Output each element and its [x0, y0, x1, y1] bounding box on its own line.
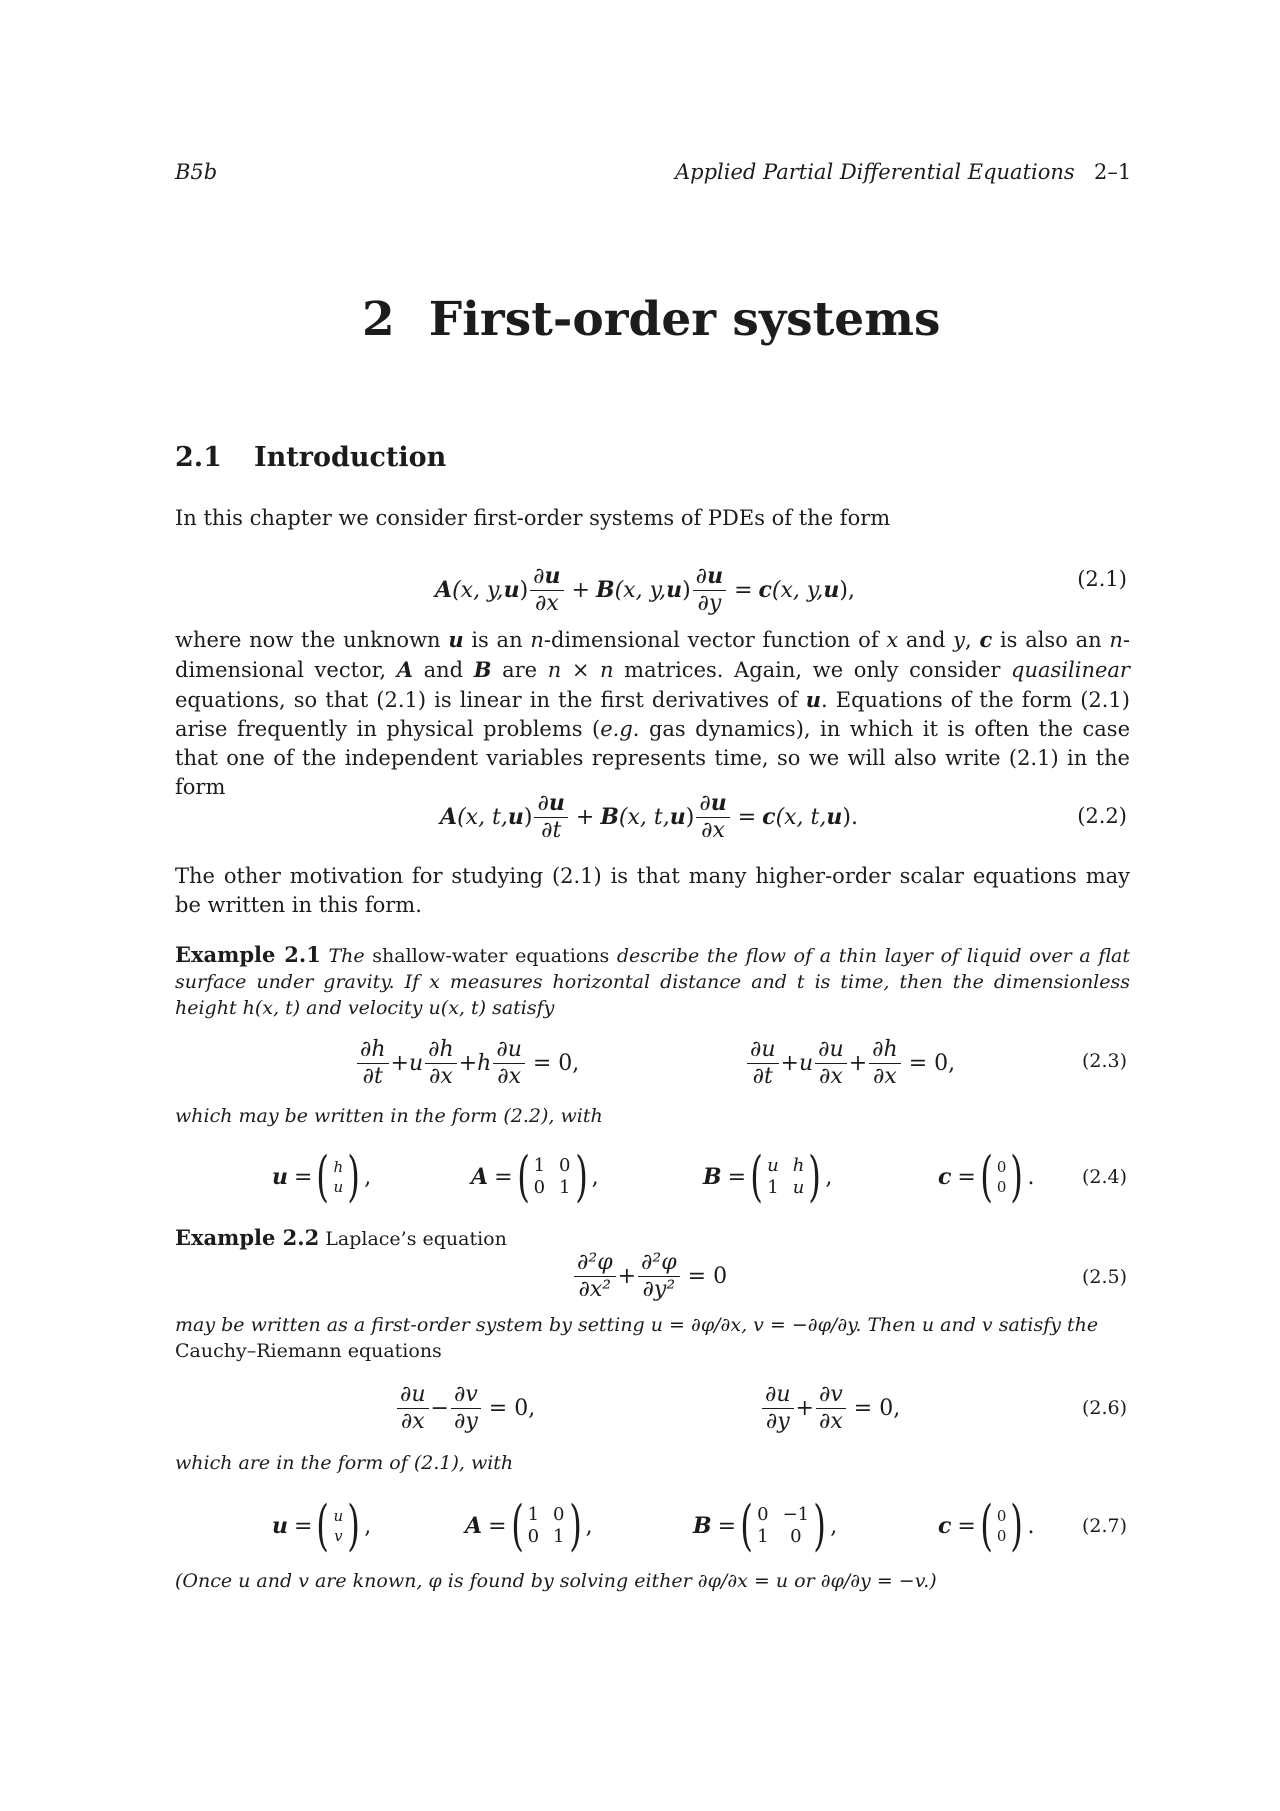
text-run: . Equations of the form (2.1) arise frequently in physical problems (	[175, 688, 1130, 741]
text-run: where now the unknown	[175, 628, 449, 652]
equation-number: (2.7)	[1081, 1515, 1127, 1537]
eq-term: c	[758, 577, 772, 603]
vector-entry: h	[333, 1158, 344, 1176]
example-label: Example 2.2	[175, 1225, 320, 1250]
eq-term: u	[798, 1050, 814, 1076]
eq-term: u	[710, 790, 727, 817]
text-run: u	[448, 627, 464, 652]
eq-term: ),	[839, 577, 855, 603]
eq-term: =	[727, 1164, 747, 1190]
text-run: x	[886, 628, 899, 652]
eq-term: A	[440, 804, 458, 830]
eq-term: +	[617, 1263, 637, 1289]
fraction	[493, 1038, 525, 1087]
eq-term: ,	[585, 1513, 593, 1539]
fraction	[816, 1383, 846, 1432]
eq-term: ∂	[695, 564, 708, 590]
text-run: matrices. Again, we only consider	[613, 658, 1012, 682]
eq-term: u	[272, 1513, 288, 1539]
eq-term: h	[477, 1050, 492, 1076]
eq-term: ∂	[699, 791, 711, 817]
matrix-entry: h	[792, 1155, 805, 1176]
matrix-entry: 0	[559, 1155, 571, 1176]
eq-term: ,	[364, 1164, 372, 1190]
fraction	[696, 792, 729, 841]
vector-entry: 0	[996, 1158, 1007, 1176]
paragraph-1	[175, 625, 1130, 802]
eq-term: ∂y	[765, 1408, 790, 1434]
fraction	[574, 1251, 616, 1300]
fraction	[693, 565, 726, 614]
eq-term: A	[471, 1164, 489, 1190]
chapter-number: 2	[362, 292, 395, 347]
eq-term: c	[938, 1513, 952, 1539]
eq-term: ∂u	[397, 1383, 429, 1408]
vector: ( 0 0 )	[980, 1145, 1024, 1208]
text-run: gas dynamics), in which it is often the case that one of the independent variables represents time, so we will also write (2.1) in the form	[175, 717, 1131, 799]
matrix-entry: 0	[790, 1526, 802, 1547]
eq-term: ∂u	[815, 1038, 847, 1063]
eq-term: ∂y	[697, 590, 722, 616]
eq-term: =	[957, 1164, 976, 1190]
eq-term: +	[571, 577, 590, 603]
eq-term: −	[430, 1395, 449, 1421]
equation-2-3-left	[355, 1033, 579, 1093]
matrix: ( 1 0 0 1 )	[516, 1145, 588, 1208]
matrix-entry: 0	[553, 1504, 565, 1525]
eq-term: B	[600, 804, 619, 830]
matrix-entry: 1	[553, 1526, 565, 1547]
eq-term: =	[957, 1513, 976, 1539]
text-run: are	[491, 658, 548, 682]
example-2-1	[175, 942, 1130, 1021]
eq-term: A	[435, 577, 453, 603]
fraction	[869, 1038, 901, 1087]
eq-term: ∂h	[869, 1038, 901, 1063]
text-run: -dimensional vector function of	[543, 628, 887, 652]
vector-entry: 0	[996, 1178, 1007, 1196]
eq-term: u	[272, 1164, 288, 1190]
eq-term: )	[523, 804, 533, 830]
text-run: n	[530, 628, 544, 652]
matrix-entry: 0	[757, 1504, 769, 1525]
eq-term: = 0,	[488, 1395, 536, 1421]
eq-term: ∂x	[497, 1063, 521, 1089]
text-run: shallow-water equations	[372, 945, 610, 967]
section-title: Introduction	[253, 442, 447, 473]
text-run: and	[898, 628, 954, 652]
text-run: y	[953, 628, 966, 652]
text-run: e.g.	[600, 717, 640, 741]
eq-term: +	[795, 1395, 814, 1421]
running-header-left: B5b	[175, 160, 218, 184]
eq-term: ∂t	[541, 817, 562, 843]
matrix-entry: −1	[782, 1504, 810, 1525]
text-run: describe the flow of a thin layer of liquid over a flat surface under gravity. If x measures horizontal distance and t is time, then the dimensionless height h(x, t) and velocity u(x, t) satisfy	[175, 945, 1130, 1019]
equation-number: (2.6)	[1081, 1397, 1127, 1419]
fraction	[534, 792, 567, 841]
text-run: is an	[463, 628, 531, 652]
eq-term: =	[488, 1513, 507, 1539]
matrix-entry: 1	[757, 1526, 769, 1547]
eq-term: ∂u	[762, 1383, 794, 1408]
eq-term: c	[938, 1164, 952, 1190]
equation-2-7-A	[465, 1494, 593, 1558]
eq-term: ∂²φ	[638, 1251, 680, 1276]
equation-2-4-B	[703, 1145, 832, 1209]
equation-2-4-c	[938, 1145, 1035, 1209]
eq-term: )	[682, 577, 691, 603]
eq-term: =	[737, 804, 757, 830]
eq-term: =	[294, 1513, 313, 1539]
eq-term: +	[390, 1050, 409, 1076]
matrix-entry: 1	[767, 1177, 779, 1198]
eq-term: ,	[364, 1513, 372, 1539]
eq-term: (x, t,	[457, 804, 508, 830]
fraction	[451, 1383, 481, 1432]
matrix: ( 0 −1 1 0 )	[740, 1494, 826, 1557]
chapter-title	[362, 292, 940, 348]
eq-term: .	[1027, 1164, 1035, 1190]
example-2-after: which are in the form of (2.1), with	[175, 1452, 514, 1474]
text-run: A	[396, 657, 413, 682]
vector-entry: u	[333, 1178, 344, 1196]
eq-term: (x, t,	[775, 804, 827, 830]
eq-term: =	[717, 1513, 737, 1539]
eq-term: (x, y,	[771, 577, 824, 603]
example-2-2-body	[175, 1312, 1130, 1364]
equation-2-7-u	[272, 1494, 371, 1558]
eq-term: .	[1027, 1513, 1035, 1539]
text-run: Cauchy–Riemann equations	[175, 1340, 442, 1362]
eq-term: u	[548, 790, 565, 817]
eq-term: ∂x²	[578, 1276, 612, 1302]
eq-term: ∂x	[400, 1408, 425, 1434]
text-run: The	[320, 945, 373, 967]
text-run: n × n	[547, 658, 614, 682]
fraction	[530, 565, 563, 614]
text-run: B	[473, 657, 492, 682]
matrix-entry: 1	[559, 1177, 571, 1198]
eq-term: ∂x	[818, 1408, 843, 1434]
eq-term: ∂v	[816, 1383, 846, 1408]
fraction	[815, 1038, 847, 1087]
equation-number: (2.5)	[1081, 1266, 1127, 1288]
running-header-title: Applied Partial Differential Equations	[675, 160, 1075, 184]
eq-term: ,	[825, 1164, 833, 1190]
eq-term: ∂x	[819, 1063, 843, 1089]
matrix-entry: 0	[533, 1177, 546, 1198]
text-run: equations, so that (2.1) is linear in the first derivatives of	[175, 688, 806, 712]
matrix-entry: 0	[527, 1526, 540, 1547]
eq-term: ∂t	[752, 1063, 773, 1089]
eq-term: B	[595, 577, 615, 603]
matrix-entry: u	[792, 1177, 805, 1198]
matrix-entry: 1	[527, 1504, 540, 1525]
text-run: u	[805, 687, 822, 712]
text-run: may be written as a first-order system by setting u = ∂φ/∂x, v = −∂φ/∂y. Then u and v satisfy the	[175, 1314, 1099, 1336]
equation-number: (2.2)	[1077, 804, 1127, 828]
eq-term: ,	[591, 1164, 599, 1190]
eq-term: (x, y,	[614, 577, 667, 603]
fraction	[397, 1383, 429, 1432]
equation-2-3-right	[745, 1033, 955, 1093]
fraction	[747, 1038, 779, 1087]
equation-number: (2.3)	[1081, 1050, 1127, 1072]
equation-2-2	[440, 782, 858, 852]
vector: ( 0 0 )	[980, 1494, 1024, 1557]
eq-term: c	[762, 804, 776, 830]
eq-term: = 0	[687, 1263, 728, 1289]
text-run: is also an	[992, 628, 1110, 652]
eq-term: ∂²φ	[574, 1251, 616, 1276]
intro-line: In this chapter we consider first-order systems of PDEs of the form	[175, 506, 891, 530]
eq-term: u	[507, 804, 524, 830]
vector-entry: 0	[996, 1527, 1007, 1545]
text-run: Laplace’s equation	[319, 1228, 507, 1250]
example-2-2	[175, 1225, 507, 1250]
eq-term: =	[734, 577, 753, 603]
eq-term: = 0,	[853, 1395, 901, 1421]
equation-2-6-right	[760, 1378, 900, 1438]
eq-term: +	[458, 1050, 478, 1076]
eq-term: ,	[830, 1513, 838, 1539]
equation-number: (2.1)	[1077, 567, 1127, 591]
eq-term: ∂	[533, 564, 545, 590]
equation-2-7-c	[938, 1494, 1035, 1558]
vector: ( h u )	[316, 1145, 361, 1208]
text-run: n	[1109, 628, 1123, 652]
fraction	[762, 1383, 794, 1432]
eq-term: +	[575, 804, 595, 830]
text-run: and	[413, 658, 474, 682]
paragraph-2: The other motivation for studying (2.1) is that many higher-order scalar equations may be written in this form.	[175, 864, 1130, 917]
eq-term: +	[848, 1050, 868, 1076]
vector-entry: u	[333, 1507, 344, 1525]
eq-term: =	[294, 1164, 313, 1190]
eq-term: ∂x	[429, 1063, 453, 1089]
eq-term: u	[826, 804, 843, 830]
equation-2-4-A	[471, 1145, 599, 1209]
eq-term: u	[408, 1050, 424, 1076]
eq-term: u	[669, 804, 686, 830]
vector-entry: v	[334, 1527, 343, 1545]
eq-term: ∂v	[451, 1383, 481, 1408]
example-label: Example 2.1	[175, 942, 321, 967]
text-run: c	[979, 627, 993, 652]
eq-term: u	[503, 577, 520, 603]
eq-term: )	[519, 577, 529, 603]
eq-term: ∂t	[362, 1063, 383, 1089]
eq-term: +	[780, 1050, 799, 1076]
eq-term: ∂u	[493, 1038, 525, 1063]
eq-term: ∂h	[425, 1038, 457, 1063]
fraction	[357, 1038, 389, 1087]
matrix: ( u h 1 u )	[750, 1145, 822, 1208]
eq-term: ∂h	[357, 1038, 389, 1063]
vector-entry: 0	[996, 1507, 1007, 1525]
matrix-entry: 1	[533, 1155, 546, 1176]
eq-term: =	[494, 1164, 513, 1190]
eq-term: B	[693, 1513, 712, 1539]
eq-term: ∂x	[534, 590, 559, 616]
eq-term: A	[465, 1513, 483, 1539]
eq-term: u	[544, 563, 561, 590]
eq-term: )	[685, 804, 695, 830]
equation-2-1	[435, 555, 855, 625]
eq-term: B	[703, 1164, 722, 1190]
eq-term: = 0,	[908, 1050, 956, 1076]
page-number: 2–1	[1094, 160, 1132, 184]
matrix: ( 1 0 0 1 )	[510, 1494, 582, 1557]
eq-term: ∂y²	[642, 1276, 676, 1302]
eq-term: ∂y	[453, 1408, 478, 1434]
section-heading	[175, 442, 446, 473]
section-number: 2.1	[175, 442, 222, 473]
eq-term: ∂	[537, 791, 549, 817]
text-run: ,	[965, 628, 980, 652]
eq-term: = 0,	[532, 1050, 580, 1076]
equation-2-7-B	[693, 1494, 837, 1558]
fraction	[425, 1038, 457, 1087]
eq-term: u	[707, 563, 724, 590]
eq-term: ∂x	[701, 817, 725, 843]
eq-term: u	[823, 577, 840, 603]
example-1-after: which may be written in the form (2.2), with	[175, 1105, 603, 1127]
vector: ( u v )	[316, 1494, 361, 1557]
text-run: quasilinear	[1011, 658, 1130, 682]
chapter-title-text: First-order systems	[428, 292, 941, 347]
equation-2-5	[572, 1240, 727, 1312]
eq-term: (x, y,	[452, 577, 504, 603]
fraction	[638, 1251, 680, 1300]
equation-number: (2.4)	[1081, 1166, 1127, 1188]
eq-term: ∂x	[873, 1063, 897, 1089]
eq-term: ∂u	[747, 1038, 779, 1063]
eq-term: u	[666, 577, 683, 603]
matrix-entry: u	[767, 1155, 779, 1176]
equation-2-4-u	[272, 1145, 371, 1209]
closing-remark: (Once u and v are known, φ is found by solving either ∂φ/∂x = u or ∂φ/∂y = −v.)	[175, 1570, 937, 1592]
eq-term: ).	[842, 804, 858, 830]
eq-term: (x, t,	[618, 804, 670, 830]
equation-2-6-left	[395, 1378, 535, 1438]
text-run: -dimensional vector,	[175, 628, 1131, 682]
